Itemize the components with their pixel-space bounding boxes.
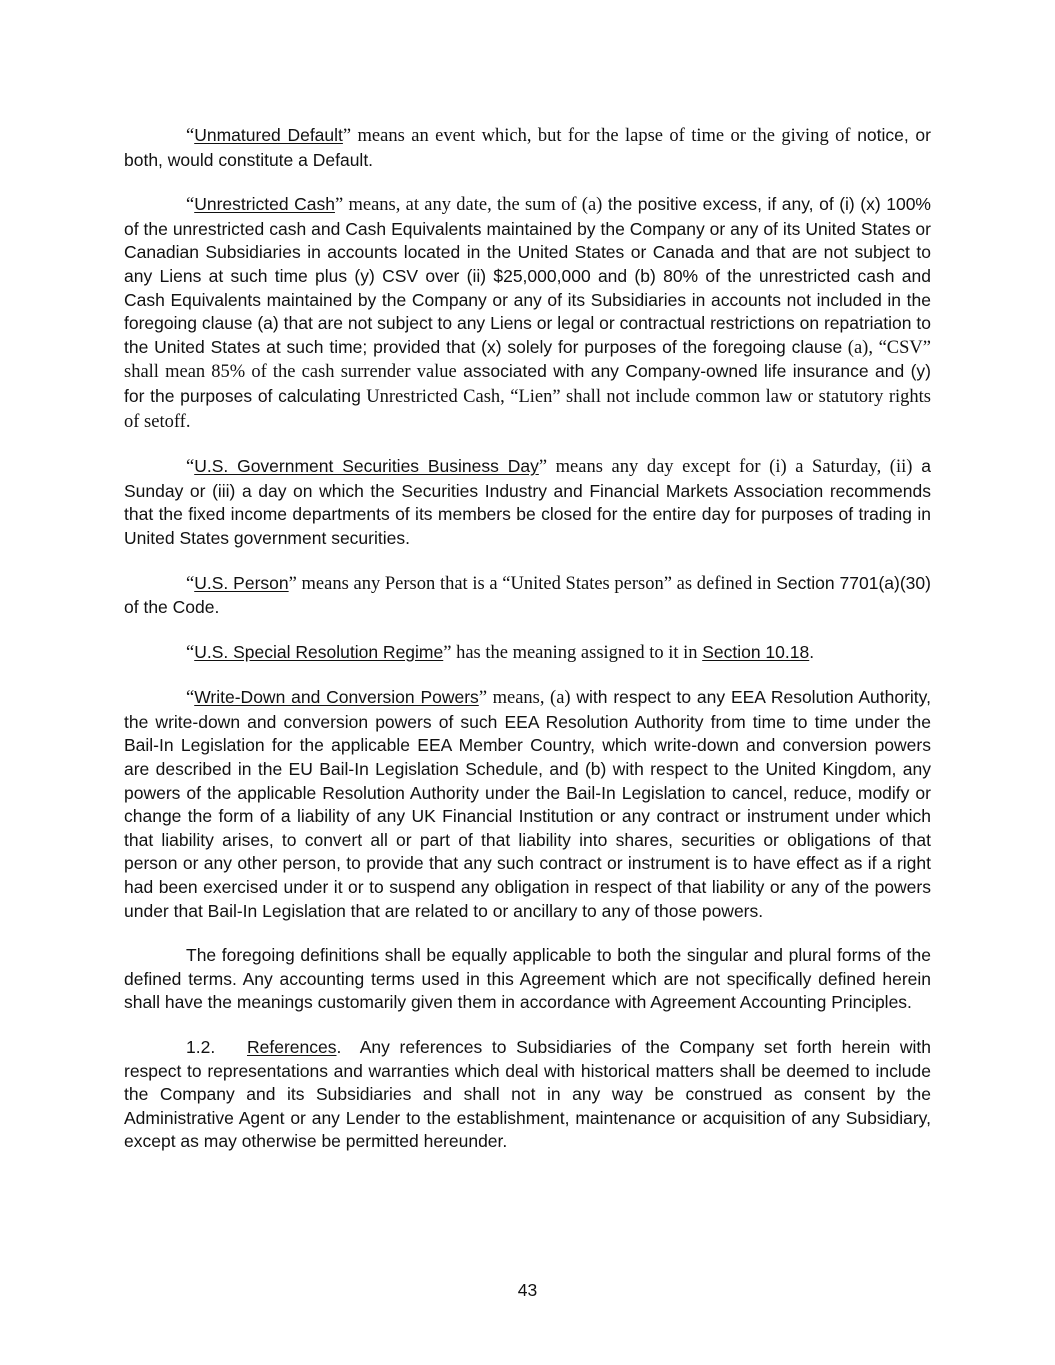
defined-term: Unmatured Default [194,125,343,145]
definition-text: ” means any day except for (i) a Saturday, (ii) [538,457,913,478]
open-quote: “ [186,642,195,663]
open-quote: “ [186,688,195,709]
section-body: Any references to Subsidiaries of the Company set forth herein with respect to representations and warranties which deal with historical matters shall be deemed to include the Company and its Subsidiaries and shall not in any way be construed as consent by the Administrative Agent or any Lender to the establishment, maintenance or acquisition of any Subsidiary, except as may otherwise be permitted hereunder. [124,1037,936,1152]
defined-term: Write-Down and Conversion Powers [194,687,479,708]
definition-text: notice, or both, would constitute a Default. [124,125,931,170]
definition-us-special-resolution-regime [124,641,931,666]
section-1-2-references [124,1036,936,1154]
document-page [124,124,936,1154]
definition-text: for the purposes of calculating [124,385,361,406]
definition-text: . [809,641,815,662]
page-number: 43 [517,1280,538,1300]
definition-text: a Sunday or (iii) a day on which the Securities Industry and Financial Markets Association recommends that the fixed income departments of its members be closed for the entire day for purposes of trading in United States government securities. [124,456,931,548]
defined-term: U.S. Special Resolution Regime [194,641,444,662]
definition-text: associated with any Company-owned life insurance and (y) [456,361,931,382]
open-quote: “ [186,573,195,594]
defined-term: U.S. Person [194,572,289,593]
definition-us-person [124,572,931,620]
definition-us-government-securities-business-day [124,455,931,550]
section-number: 1.2. [186,1037,216,1057]
definition-text: ” means, (a) [478,688,571,709]
definition-unrestricted-cash [124,193,931,434]
definition-text: ” means any Person that is a “United States person” as defined in [288,573,772,594]
definition-text: ” means, at any date, the sum of (a) [334,195,603,216]
definition-text: Section 7701(a)(30) of the Code. [124,572,931,618]
definition-text: (a), “CSV” shall mean 85% of the cash surrender value [124,337,931,383]
defined-term: Unrestricted Cash [194,194,335,215]
open-quote: “ [186,126,195,146]
definition-text: ” has the meaning assigned to it in [443,642,703,663]
section-heading: References [247,1037,337,1057]
definition-text: Unrestricted Cash, “Lien” shall not include common law or statutory rights of setoff. [124,386,931,432]
definition-text: the positive excess, if any, of (i) (x) 100% of the unrestricted cash and Cash Equivalents maintained by the Company or any of its United States or Canadian Subsidiaries in accounts located in the United States or Canada and that are not subject to any Liens at such time plus (y) CSV over (ii) $25,000,000 and (b) 80% of the unrestricted cash and Cash Equivalents maintained by the Company or any of its Subsidiaries in accounts not included in the foregoing clause (a) that are not subject to any Liens or legal or contractual restrictions on repatriation to the United States at such time; provided that (x) solely for purposes of the foregoing clause [124,194,931,357]
section-heading-period: . [336,1037,342,1057]
defined-term: U.S. Government Securities Business Day [194,456,539,477]
definition-text: with respect to any EEA Resolution Authority, the write-down and conversion powers of such EEA Resolution Authority from time to time under the Bail-In Legislation for the applicable EEA Member Country, which write-down and conversion powers are described in the EU Bail-In Legislation Schedule, and (b) with respect to the United Kingdom, any powers of the applicable Resolution Authority under the Bail-In Legislation to cancel, reduce, modify or change the form of a liability of any UK Financial Institution or any contract or instrument under which that liability arises, to convert all or part of that liability into shares, securities or obligations of that person or any other person, to provide that any such contract or instrument is to have effect as if a right had been exercised under it or to suspend any obligation in respect of that liability or any of the powers under that Bail-In Legislation that are related to or ancillary to any of those powers. [124,687,931,921]
definition-text: ” means an event which, but for the lapse of time or the giving of [342,126,851,146]
open-quote: “ [186,195,195,216]
definition-write-down-and-conversion-powers [124,686,931,923]
section-cross-reference: Section 10.18 [702,641,810,662]
foregoing-definitions-paragraph: The foregoing definitions shall be equally applicable to both the singular and plural forms of the defined terms. Any accounting terms used in this Agreement which are not specifically defined herein shall have the meanings customarily given them in accordance with Agreement Accounting Principles. [124,945,931,1013]
definition-unmatured-default [124,124,931,172]
open-quote: “ [186,457,195,478]
